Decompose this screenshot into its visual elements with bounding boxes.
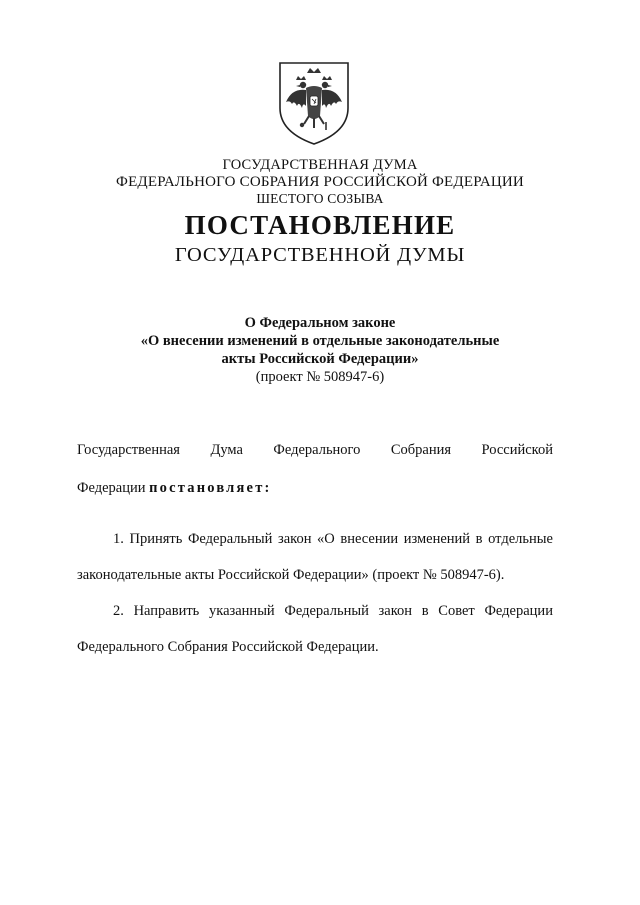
- word: Федерального: [273, 442, 361, 458]
- convocation-line: ШЕСТОГО СОЗЫВА: [256, 191, 384, 206]
- word: «О: [317, 531, 335, 547]
- org-name-line: ФЕДЕРАЛЬНОГО СОБРАНИЯ РОССИЙСКОЙ ФЕДЕРАЦИИ: [116, 174, 524, 190]
- word: Совет: [438, 603, 475, 619]
- word: 2.: [113, 603, 124, 619]
- word: Государственная: [77, 442, 180, 458]
- word: отдельные: [488, 531, 553, 547]
- preamble-continuation: [77, 480, 272, 497]
- word: внесении: [340, 531, 399, 547]
- resolves-word: постановляет:: [149, 480, 272, 496]
- org-name-line: ГОСУДАРСТВЕННАЯ ДУМА: [222, 157, 418, 173]
- word: Федеральный: [187, 531, 273, 547]
- word: Принять: [129, 531, 183, 547]
- word: закон: [378, 603, 413, 619]
- word: изменений: [403, 531, 471, 547]
- resolution-item-2-cont: Федерального Собрания Российской Федерации.: [77, 639, 379, 655]
- word: Федеральный: [284, 603, 369, 619]
- word: Направить: [133, 603, 200, 619]
- word: Федерации: [484, 603, 553, 619]
- word: 1.: [113, 531, 124, 547]
- word: Дума: [210, 442, 243, 458]
- resolution-item-1: [113, 531, 553, 548]
- word: указанный: [209, 603, 275, 619]
- word: Российской: [481, 442, 553, 458]
- project-number: (проект № 508947-6): [255, 369, 385, 385]
- resolution-item-2: [113, 603, 553, 620]
- resolution-item-1-cont: законодательные акты Российской Федерации» (проект № 508947-6).: [77, 567, 505, 583]
- word: Собрания: [390, 442, 452, 458]
- document-title: ПОСТАНОВЛЕНИЕ: [184, 210, 456, 240]
- word: в: [421, 603, 429, 619]
- subject-line: «О внесении изменений в отдельные законодательные: [140, 333, 500, 349]
- word: закон: [277, 531, 312, 547]
- preamble-cont-text: Федерации: [77, 480, 146, 496]
- russian-coat-of-arms-icon: [276, 60, 352, 146]
- word: в: [475, 531, 483, 547]
- preamble-line: [77, 442, 553, 459]
- subject-line: акты Российской Федерации»: [221, 351, 419, 367]
- subject-line: О Федеральном законе: [244, 315, 396, 331]
- document-subtitle: ГОСУДАРСТВЕННОЙ ДУМЫ: [174, 244, 466, 266]
